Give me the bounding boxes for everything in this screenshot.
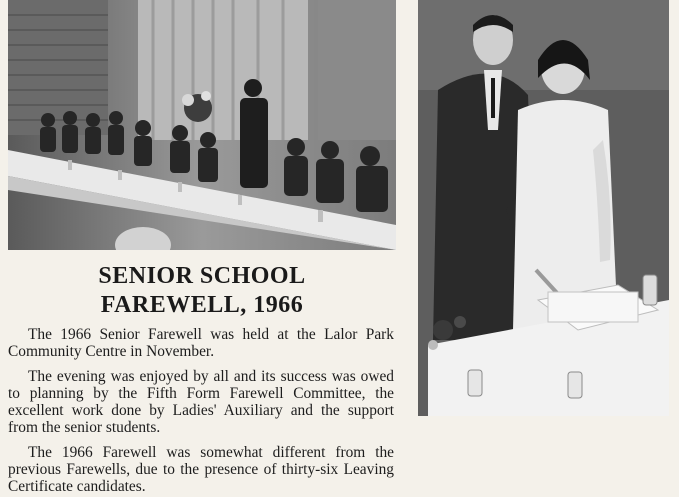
- article-title: [8, 262, 396, 320]
- title-line-1: SENIOR SCHOOL: [98, 263, 306, 289]
- paragraph-difference: The 1966 Farewell was somewhat different from the previous Farewells, due to the presence of thirty-six Leaving Certificate candidates.: [8, 444, 394, 495]
- paragraph-evening: The evening was enjoyed by all and its success was owed to planning by the Fifth Form Farewell Committee, the excellent work done by Ladies' Auxiliary and the support from the senior students.: [8, 368, 394, 436]
- cake-cutting-illustration: [418, 0, 669, 416]
- banquet-table-illustration: [8, 0, 396, 250]
- cake-cutting-photo: [418, 0, 669, 416]
- banquet-table-photo: [8, 0, 396, 250]
- article-body: [8, 326, 394, 495]
- title-line-2: FAREWELL, 1966: [100, 292, 304, 318]
- paragraph-venue: The 1966 Senior Farewell was held at the Lalor Park Community Centre in November.: [8, 326, 394, 360]
